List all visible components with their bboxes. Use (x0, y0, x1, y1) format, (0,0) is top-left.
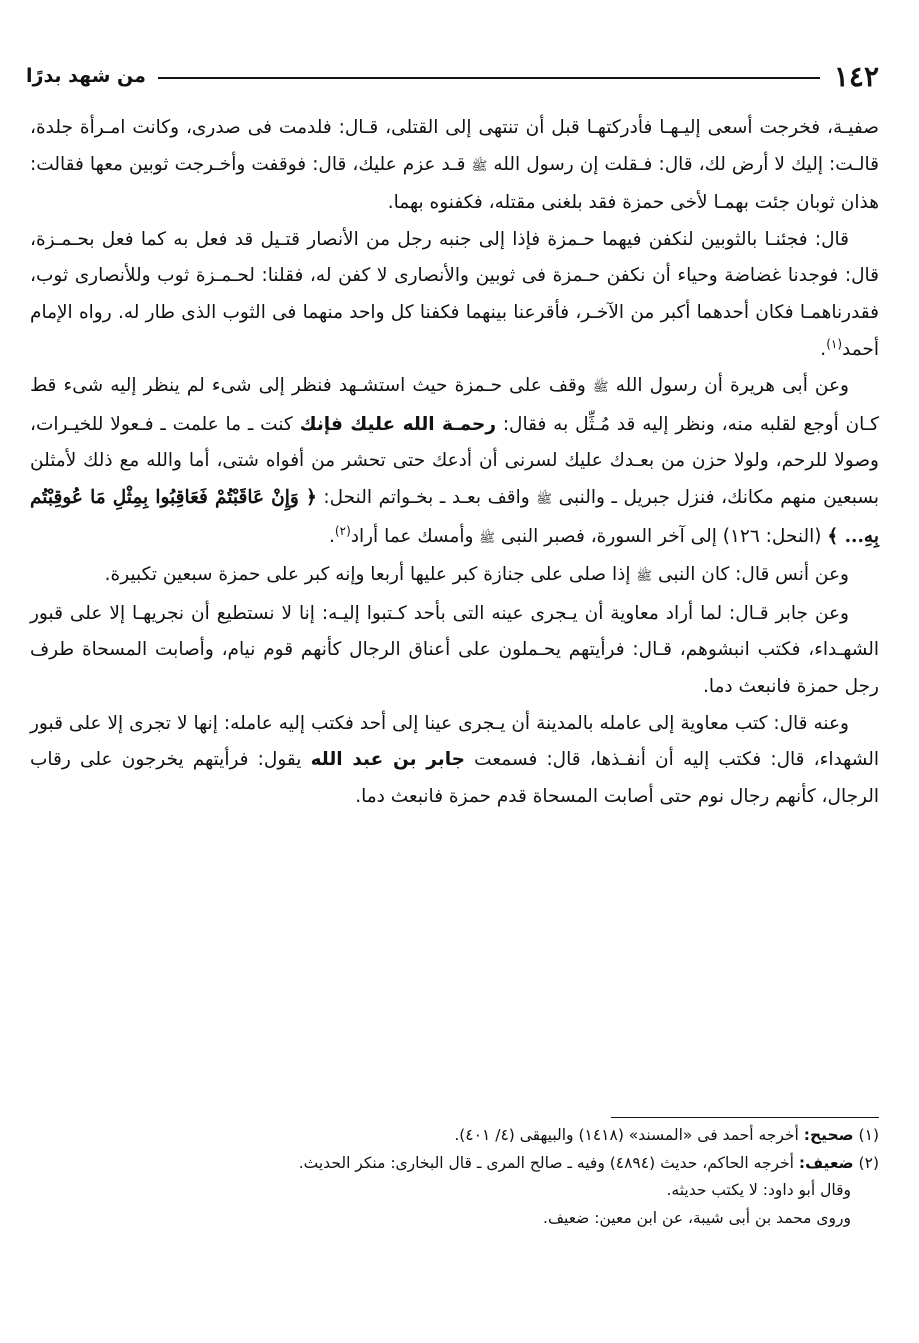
text-run: وعنه قال: كتب معاوية إلى عامله بالمدينة أن يـجرى عينا إلى أحد فكتب إليه عامله: إنها لا تجرى إلا على قبور الشهداء، قال: فكتب إليه أن أنفـذها، قال: فسمعت (30, 712, 879, 771)
text-run: إذا صلى على جنازة كبر عليها أربعا وإنه كبر على حمزة سبعين تكبيرة. (104, 564, 637, 586)
footnote-number: (١) (858, 1126, 879, 1144)
text-run: كنت ـ ما علمت ـ فـعولا للخيـرات، وصولا للرحم، ولولا حزن من بعـدك عليك لسرنى أن أدعك حتى تحشر من أفواه شتى، أما والله مع ذلك لأمثلن بسبعين منهم مكانك، فنزل جبريل ـ والنبى (30, 413, 879, 508)
paragraph (30, 368, 879, 557)
footnote-grade: ضعيف: (798, 1153, 854, 1172)
footnotes (30, 1122, 879, 1232)
text-run: يقول: فرأيتهم يخرجون على رقاب الرجال، كأنهم رجال نوم حتى أصابت المسحاة قدم حمزة فانبعث دما. (30, 749, 879, 807)
bold-phrase: رحمـة الله عليك فإنك (299, 413, 496, 435)
text-run: وأمسك عما أراد (350, 525, 480, 547)
salutation-glyph: ﷺ (592, 380, 609, 396)
footnote-text: أخرجه أحمد فى «المسند» (١٤١٨) والبيهقى (٤/ ٤٠١). (454, 1126, 804, 1144)
footnote-continuation: وقال أبو داود: لا يكتب حديثه. (666, 1181, 851, 1199)
salutation-glyph: ﷺ (471, 158, 488, 174)
text-run: وقف على حـمزة حيث استشـهد فنظر إلى شىء لم ينظر إليه شىء قط كـان أوجع لقلبه منه، ونظر إليه قد مُـثِّل به فقال: (30, 375, 879, 435)
paragraph (30, 706, 879, 816)
running-title: من شهد بدرًا (26, 65, 146, 87)
text-run: . (820, 338, 827, 360)
quran-verse: ﴿ وَإِنْ عَاقَبْتُمْ فَعَاقِبُوا بِمِثْلِ مَا عُوقِبْتُم بِهِ... ﴾ (30, 486, 879, 547)
text-run: . (329, 525, 335, 547)
footnote-rule (611, 1117, 879, 1118)
footnote-text: أخرجه الحاكم، حديث (٤٨٩٤) وفيه ـ صالح المرى ـ قال البخارى: منكر الحديث. (298, 1153, 799, 1172)
footnote-continuation: وروى محمد بن أبى شيبة، عن ابن معين: ضعيف. (543, 1208, 851, 1227)
paragraph (30, 110, 879, 222)
header-rule (158, 77, 820, 79)
text-run: واقف بعـد ـ بخـواتم النحل: (316, 486, 537, 508)
salutation-glyph: ﷺ (636, 569, 653, 585)
text-run: صفيـة، فخرجت أسعى إليـهـا فأدركتهـا قبل أن تنتهى إلى القتلى، قـال: فلدمت فى صدرى، وكانت امـرأة جلدة، قالـت: إليك لا أرض لك، قال: فـقلت إن رسول الله (30, 117, 879, 175)
salutation-glyph: ﷺ (536, 491, 553, 507)
text-run: وعن أبى هريرة أن رسول الله (608, 375, 849, 397)
text-run: قال: فجئنـا بالثوبين لنكفن فيهما حـمزة فإذا إلى جنبه رجل من الأنصار قتـيل قد فعل به كما فعل بحـمـزة، قال: فوجدنا غضاضة وحياء أن نكفن حـمزة فى ثوبين والأنصارى لا كفن له، فقلنا: لحـمـزة ثوب وللأنصارى ثوب، فقدرناهمـا فكان أحدهما أكبر من الآخـر، فأقرعنا بينهما فكفنا كل واحد منهما فى الثوب الذى طار له. رواه الإمام أحمد (30, 228, 879, 360)
text-run: (النحل: ١٢٦) إلى آخر السورة، فصبر النبى (495, 525, 828, 547)
footnote-grade: صحيح: (803, 1126, 854, 1144)
page-header (26, 58, 879, 94)
text-run: وعن أنس قال: كان النبى (652, 564, 849, 586)
footnote-ref: (١) (826, 336, 843, 351)
footnote (30, 1150, 879, 1178)
paragraph (30, 557, 879, 596)
text-run: قـد عزم عليك، قال: فوقفت وأخـرجت ثوبين معها فقالت: هذان ثوبان جئت بهمـا لأخى حمزة فقد بلغنى مقتله، فكفنوه بهما. (30, 153, 879, 214)
main-text (30, 110, 879, 815)
footnote-number: (٢) (858, 1153, 879, 1172)
paragraph (30, 596, 879, 706)
page-number: ١٤٢ (833, 59, 879, 93)
salutation-glyph: ﷺ (479, 530, 496, 546)
footnote-ref: (٢) (334, 523, 351, 538)
bold-phrase: جابر بن عبد الله (310, 749, 465, 771)
text-run: وعن جابر قـال: لما أراد معاوية أن يـجرى عينه التى بأحد كـتبوا إليـه: إنا لا نستطيع أن نجريهـا إلا على قبور الشهـداء، فكتب انبشوهم، قـال: فرأيتهم يحـملون على أعناق الرجال كأنهم قوم نيام، وأصابت المسحاة طرف رجل حمزة فانبعث دما. (30, 602, 879, 697)
paragraph (30, 222, 879, 368)
footnote (30, 1122, 879, 1150)
